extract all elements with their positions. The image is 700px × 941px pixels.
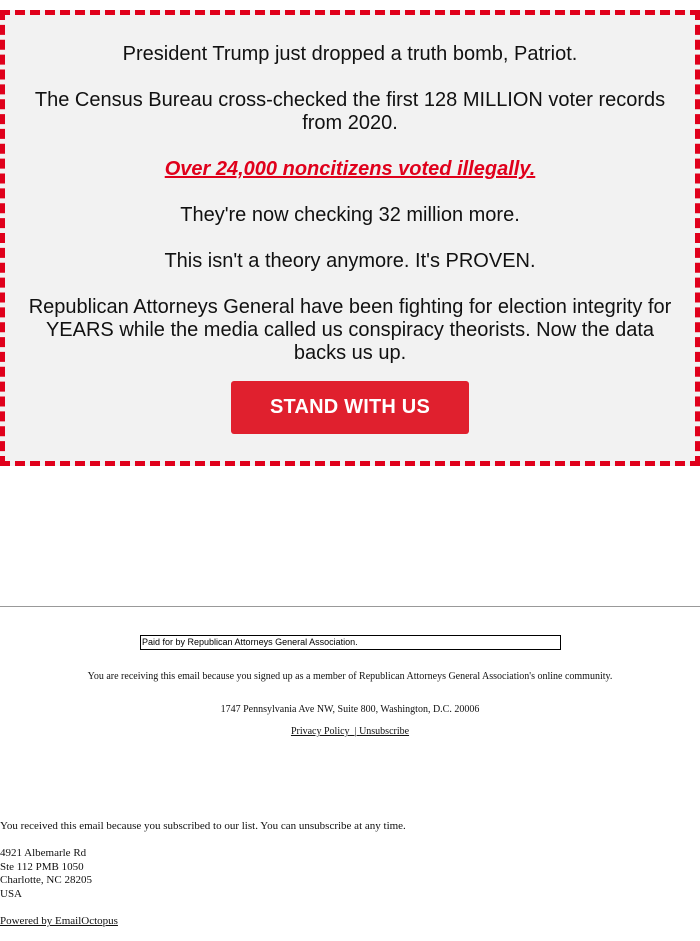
promo-checking-text: They're now checking 32 million more.	[180, 204, 520, 226]
footer-divider	[0, 606, 700, 607]
mailer-address-line-3: Charlotte, NC 28205	[0, 874, 92, 886]
stand-with-us-button[interactable]: STAND WITH US	[231, 381, 469, 434]
mailer-address-line-1: 4921 Albemarle Rd	[0, 847, 87, 859]
org-address: 1747 Pennsylvania Ave NW, Suite 800, Washington, D.C. 20006	[220, 704, 480, 715]
promo-headline: Over 24,000 noncitizens voted illegally.	[164, 158, 536, 180]
membership-note: You are receiving this email because you signed up as a member of Republican Attorneys General Association's online community.	[87, 671, 613, 682]
link-separator: |	[354, 726, 357, 737]
subscribed-note: You received this email because you subscribed to our list. You can unsubscribe at any time.	[0, 820, 406, 832]
promo-proven-text: This isn't a theory anymore. It's PROVEN.	[164, 250, 536, 272]
privacy-policy-label: Privacy Policy	[290, 726, 350, 737]
mailer-address-line-2: Ste 112 PMB 1050	[0, 861, 84, 873]
promo-intro: President Trump just dropped a truth bomb, Patriot.	[122, 43, 578, 65]
promo-panel	[0, 10, 700, 466]
mailer-address-line-4: USA	[0, 888, 23, 900]
promo-integrity-text: Republican Attorneys General have been fighting for election integrity for YEARS while the media called us conspiracy theorists. Now the data backs us up.	[28, 296, 672, 364]
powered-by-emailoctopus-link[interactable]: Powered by EmailOctopus	[0, 915, 118, 927]
footer-links	[0, 725, 700, 738]
unsubscribe-link[interactable]: Unsubscribe	[359, 726, 410, 737]
paid-for-disclaimer: Paid for by Republican Attorneys General Association.	[140, 635, 561, 650]
promo-census-text: The Census Bureau cross-checked the first 128 MILLION voter records from 2020.	[34, 89, 666, 134]
privacy-policy-link[interactable]	[291, 726, 359, 737]
